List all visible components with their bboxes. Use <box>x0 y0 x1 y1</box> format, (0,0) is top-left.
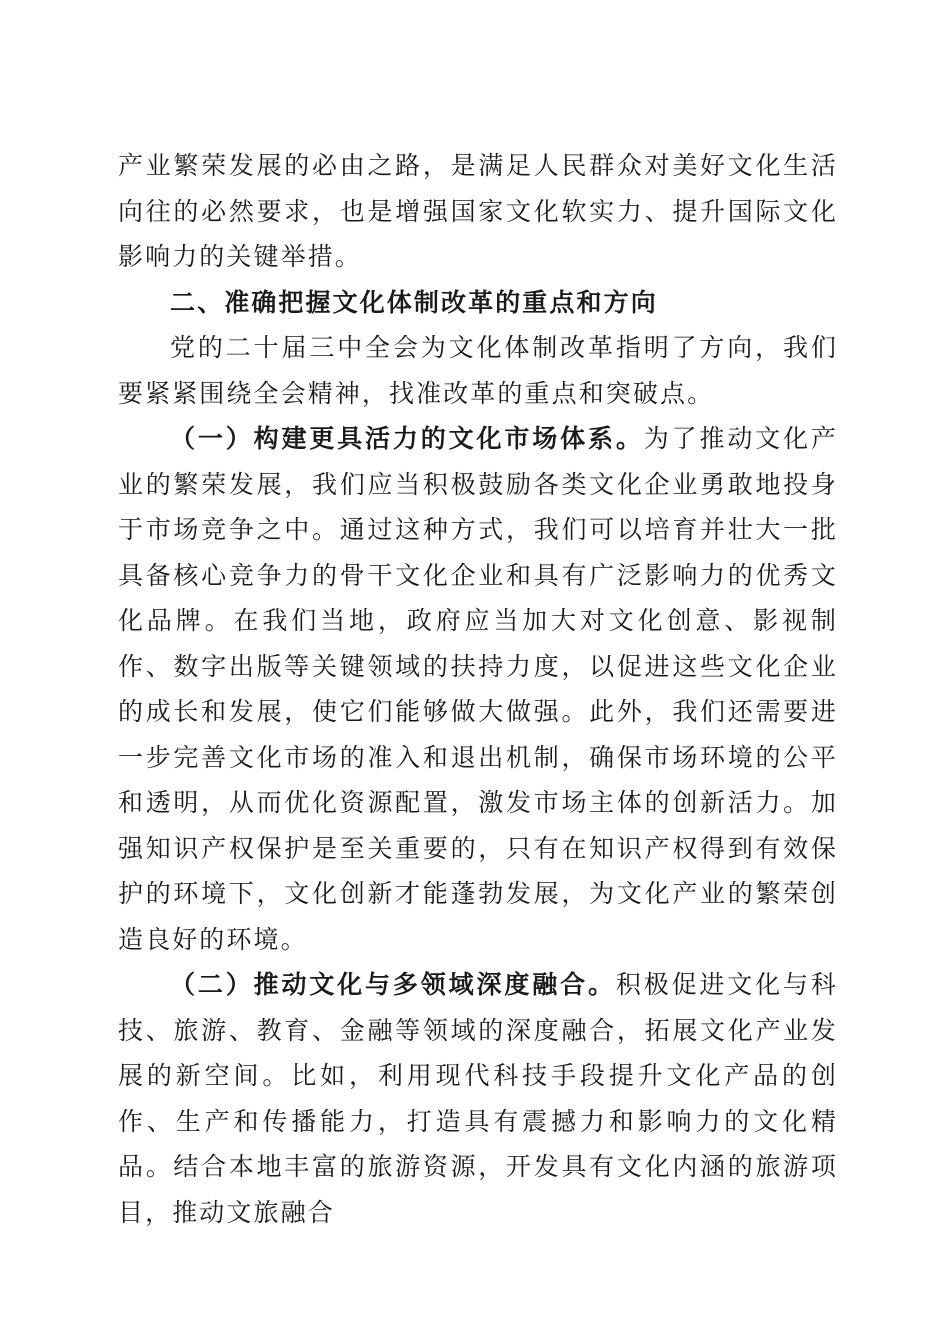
paragraph-intro-continued: 产业繁荣发展的必由之路，是满足人民群众对美好文化生活向往的必然要求，也是增强国家文化软实力、提升国际文化影响力的关键举措。 <box>118 151 838 271</box>
paragraph-section-intro: 党的二十届三中全会为文化体制改革指明了方向，我们要紧紧围绕全会精神，找准改革的重点和突破点。 <box>118 333 838 408</box>
section-heading: 二、准确把握文化体制改革的重点和方向 <box>170 287 658 317</box>
paragraph-point-1 <box>118 416 838 962</box>
document-body <box>118 143 838 1235</box>
point-1-body: 为了推动文化产业的繁荣发展，我们应当积极鼓励各类文化企业勇敢地投身于市场竞争之中。通过这种方式，我们可以培育并壮大一批具备核心竞争力的骨干文化企业和具有广泛影响力的优秀文化品牌。在我们当地，政府应当加大对文化创意、影视制作、数字出版等关键领域的扶持力度，以促进这些文化企业的成长和发展，使它们能够做大做强。此外，我们还需要进一步完善文化市场的准入和退出机制，确保市场环境的公平和透明，从而优化资源配置，激发市场主体的创新活力。加强知识产权保护是至关重要的，只有在知识产权得到有效保护的环境下，文化创新才能蓬勃发展，为文化产业的繁荣创造良好的环境。 <box>118 424 839 954</box>
point-2-lead: （二）推动文化与多领域深度融合。 <box>170 970 616 999</box>
point-1-lead: （一）构建更具活力的文化市场体系。 <box>170 424 644 453</box>
paragraph-point-2 <box>118 962 838 1235</box>
point-2-body: 积极促进文化与科技、旅游、教育、金融等领域的深度融合，拓展文化产业发展的新空间。比如，利用现代科技手段提升文化产品的创作、生产和传播能力，打造具有震撼力和影响力的文化精品。结合本地丰富的旅游资源，开发具有文化内涵的旅游项目，推动文旅融合 <box>118 970 838 1227</box>
